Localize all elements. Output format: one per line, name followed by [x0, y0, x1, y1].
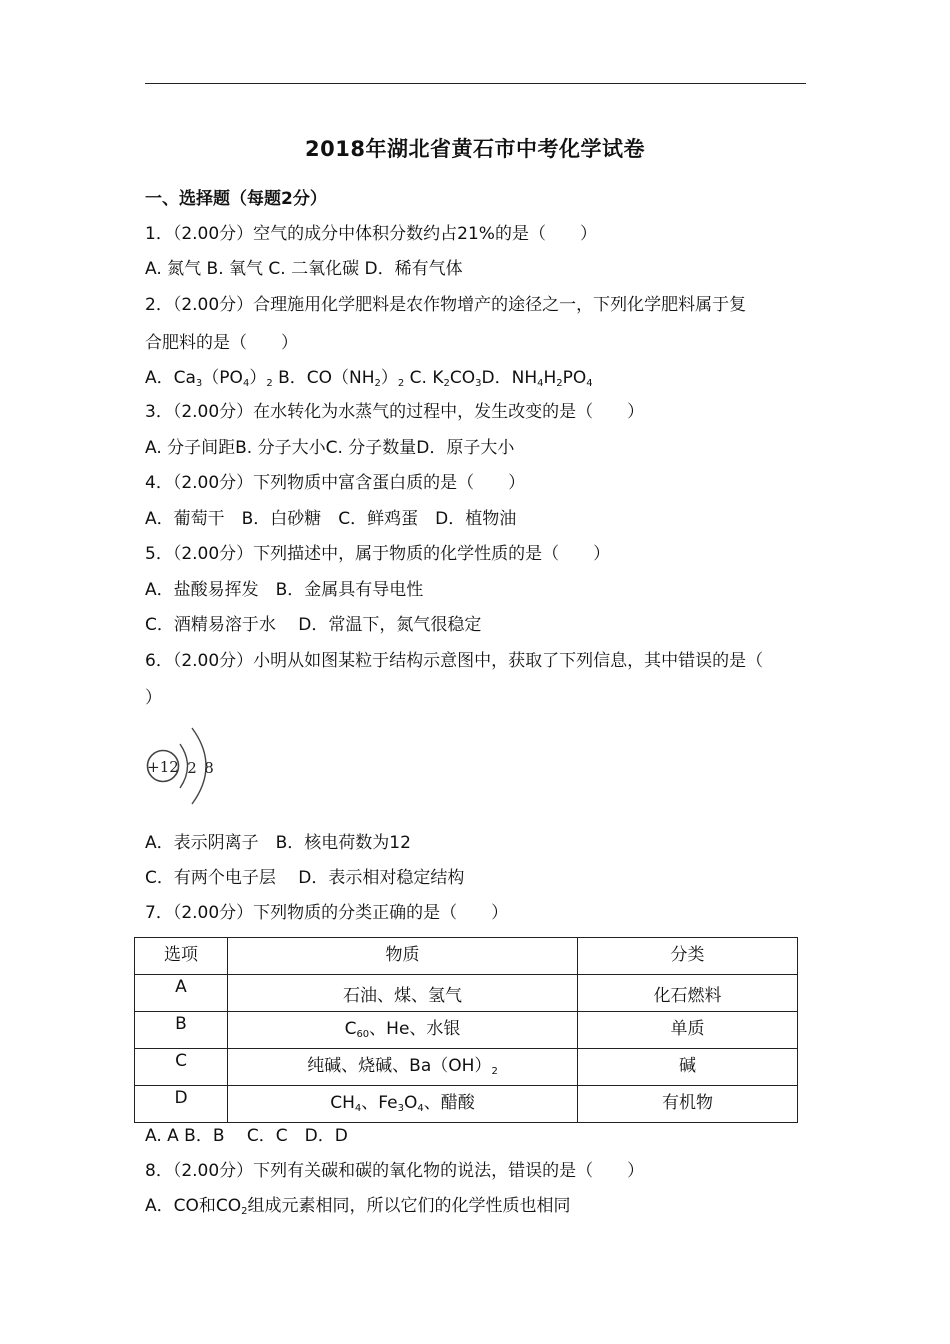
nucleus-charge: +12	[147, 758, 179, 776]
outer-shell-electrons: 8	[204, 759, 214, 777]
q5-options-line2: C．酒精易溶于水 D．常温下，氮气很稳定	[145, 615, 482, 635]
header-option: 选项	[135, 938, 228, 975]
row-category: 碱	[578, 1049, 798, 1086]
header-category: 分类	[578, 938, 798, 975]
q6-options-line2: C．有两个电子层 D．表示相对稳定结构	[145, 868, 465, 888]
atom-structure-diagram	[140, 724, 230, 808]
table-row	[135, 1012, 798, 1049]
row-option: A	[135, 975, 228, 1012]
q3-stem: 3．（2.00分）在水转化为水蒸气的过程中，发生改变的是（ ）	[145, 402, 645, 422]
q4-options: A．葡萄干 B．白砂糖 C．鲜鸡蛋 D．植物油	[145, 509, 517, 529]
q8-option-a: A．CO和$CO_2$组成元素相同，所以它们的化学性质也相同	[145, 1196, 571, 1217]
row-substance: $CH_4$、$Fe_3O_4$、醋酸	[228, 1086, 578, 1123]
section-heading: 一、选择题（每题2分）	[145, 189, 327, 209]
row-option: D	[135, 1086, 228, 1123]
classification-table	[134, 937, 798, 1123]
row-substance: 石油、煤、氢气	[228, 975, 578, 1012]
page-title: 2018年湖北省黄石市中考化学试卷	[305, 137, 645, 161]
q7-stem: 7．（2.00分）下列物质的分类正确的是（ ）	[145, 903, 509, 923]
q6-options-line1: A．表示阴离子 B．核电荷数为12	[145, 833, 411, 853]
q5-stem: 5．（2.00分）下列描述中，属于物质的化学性质的是（ ）	[145, 544, 611, 564]
q6-stem-line1: 6．（2.00分）小明从如图某粒于结构示意图中，获取了下列信息，其中错误的是（	[145, 651, 764, 671]
table-header-row	[135, 938, 798, 975]
row-category: 化石燃料	[578, 975, 798, 1012]
q5-options-line1: A．盐酸易挥发 B．金属具有导电性	[145, 580, 424, 600]
q1-options: A. 氮气 B. 氧气 C. 二氧化碳 D．稀有气体	[145, 259, 463, 279]
row-option: C	[135, 1049, 228, 1086]
row-category: 有机物	[578, 1086, 798, 1123]
row-category: 单质	[578, 1012, 798, 1049]
q2-stem-line2: 合肥料的是（ ）	[145, 333, 298, 353]
row-option: B	[135, 1012, 228, 1049]
q3-options: A. 分子间距B. 分子大小C. 分子数量D．原子大小	[145, 438, 515, 458]
q7-options: A. A B．B C．C D．D	[145, 1126, 348, 1146]
q8-stem: 8．（2.00分）下列有关碳和碳的氧化物的说法，错误的是（ ）	[145, 1161, 645, 1181]
table-row	[135, 1049, 798, 1086]
table-row	[135, 1086, 798, 1123]
row-substance: 纯碱、烧碱、$Ba(OH)_2$	[228, 1049, 578, 1086]
row-substance: $C_{60}$、He、水银	[228, 1012, 578, 1049]
q4-stem: 4．（2.00分）下列物质中富含蛋白质的是（ ）	[145, 473, 526, 493]
q1-stem: 1．（2.00分）空气的成分中体积分数约占21%的是（ ）	[145, 224, 597, 244]
inner-shell-electrons: 2	[187, 759, 197, 777]
header-rule	[145, 83, 806, 84]
q6-stem-line2: ）	[145, 688, 162, 708]
q2-stem-line1: 2．（2.00分）合理施用化学肥料是农作物增产的途径之一，下列化学肥料属于复	[145, 295, 747, 315]
table-row	[135, 975, 798, 1012]
header-substance: 物质	[228, 938, 578, 975]
q2-options: A．$Ca_3(PO_4)_2$ B．$CO(NH_2)_2$ C. $K_2CO_3D$．$NH_4H_2PO_4$	[145, 368, 593, 389]
